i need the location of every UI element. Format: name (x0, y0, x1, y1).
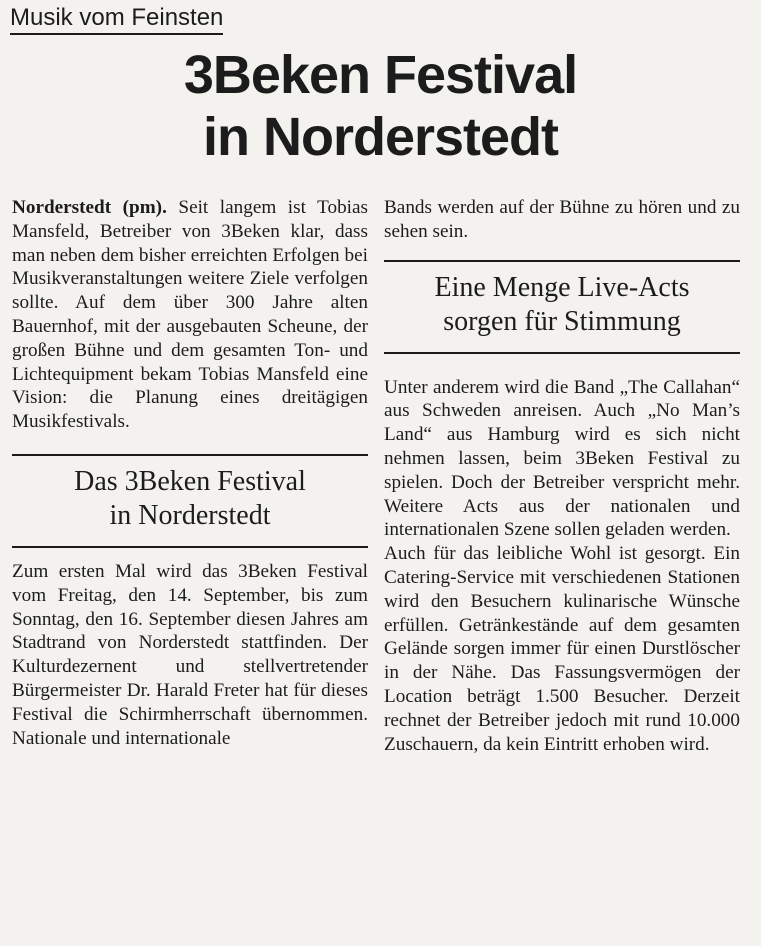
headline-line-1: 3Beken Festival (183, 45, 578, 105)
catering-paragraph: Auch für das leibliche Wohl ist gesorgt. Ein Catering-Service mit verschiedenen Stationen wird den Besuchern kulinarische Wünsche erfüllen. Getränkestände auf dem gesamten Gelände sorgen immer für einen Durstlöscher in der Nähe. Das Fassungsvermögen der Location beträgt 1.500 Besucher. Derzeit rechnet der Betreiber jedoch mit rund 10.000 Zuschauern, da kein Eintritt erhoben wird. (384, 543, 740, 755)
bands-paragraph: Unter anderem wird die Band „The Callahan“ aus Schweden anreisen. Auch „No Man’s Land“ aus Hamburg wird es sich nicht nehmen lassen, beim 3Beken Festival zu spielen. Doch der Betreiber verspricht mehr. Weitere Acts aus der nationalen und internationalen Szene sollen geladen werden. (384, 376, 740, 541)
right-column (384, 196, 740, 756)
intro-text: Seit langem ist Tobias Mansfeld, Betreiber von 3Beken klar, dass man neben dem bisher erreichten Erfolgen bei Musikveranstaltungen weitere Ziele verfolgen sollte. Auf dem über 300 Jahre alten Bauernhof, mit der ausgebauten Scheune, der großen Bühne und dem gesamten Ton- und Lichtequipment bekam Tobias Mansfeld eine Vision: die Planung eines dreitägigen Musikfestivals. (12, 197, 368, 433)
festival-paragraph: Zum ersten Mal wird das 3Beken Festival vom Freitag, den 14. September, bis zum Sonntag, den 16. September diesen Jahres am Stadtrand von Norderstedt stattfinden. Der Kulturdezernent und stellvertretender Bürgermeister Dr. Harald Freter hat für dieses Festival die Schirmherrschaft übernommen. Nationale und internationale (12, 560, 368, 749)
headline-line-2: in Norderstedt (202, 107, 559, 167)
continuation-paragraph: Bands werden auf der Bühne zu hören und zu sehen sein. (384, 197, 740, 242)
subheading-festival (12, 454, 368, 548)
subheading-line-2: sorgen für Stimmung (443, 305, 681, 337)
left-column (12, 196, 368, 750)
kicker: Musik vom Feinsten (10, 4, 223, 35)
headline (0, 44, 761, 168)
subheading-live-acts (384, 260, 740, 354)
subheading-line-1: Das 3Beken Festival (74, 465, 306, 497)
subheading-line-1: Eine Menge Live-Acts (434, 271, 690, 303)
dateline: Norderstedt (pm). (12, 197, 167, 218)
intro-paragraph (12, 196, 368, 434)
subheading-line-2: in Norderstedt (109, 499, 271, 531)
